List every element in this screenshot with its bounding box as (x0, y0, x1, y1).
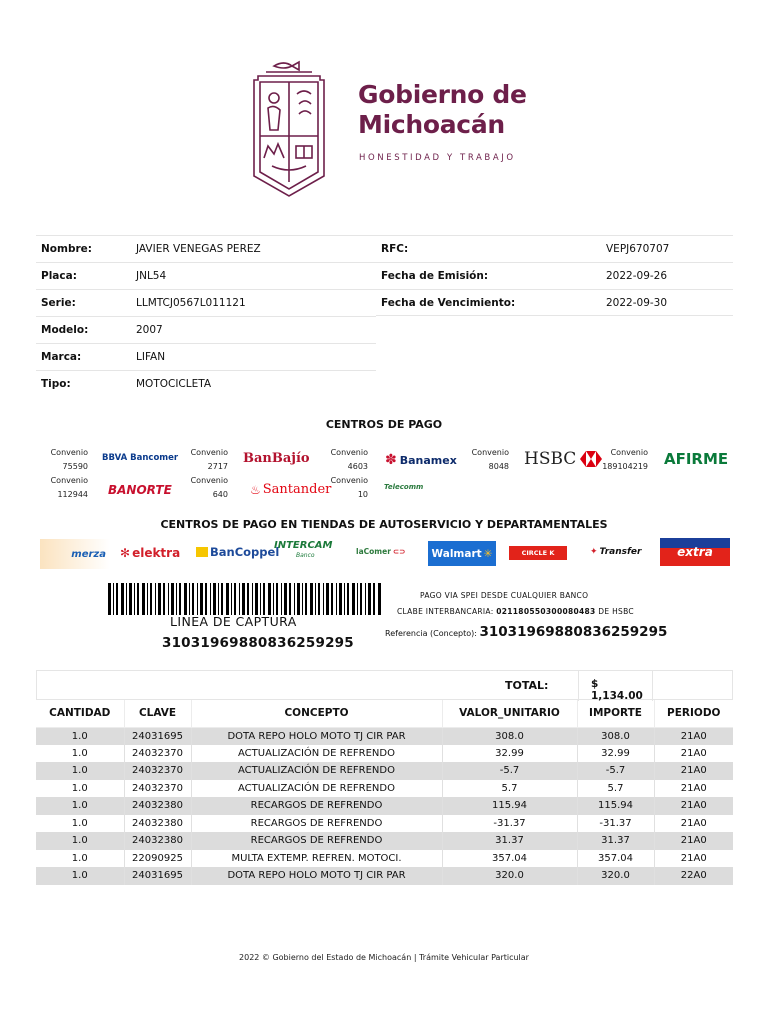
cell-cantidad: 1.0 (36, 867, 124, 885)
conceptos-table (36, 700, 733, 885)
table-row (36, 867, 733, 885)
info-row-emision (376, 262, 733, 289)
header-periodo: PERIODO (654, 700, 733, 727)
circle-k-logo-text: CIRCLE K (521, 549, 555, 557)
cell-clave: 24032370 (124, 780, 191, 798)
banbajio-logo-text: BanBajío (243, 451, 310, 466)
page-header (0, 0, 768, 220)
cell-clave: 24032370 (124, 745, 191, 763)
info-row-placa (36, 262, 376, 289)
referencia-line (385, 624, 667, 640)
tipo-value: MOTOCICLETA (136, 378, 212, 390)
total-value: $ 1,134.00 (591, 678, 643, 702)
afirme-logo-text: AFIRME (664, 450, 729, 468)
serie-label: Serie: (41, 297, 76, 309)
cell-importe: 32.99 (577, 745, 654, 763)
bancoppel-mark-icon (196, 547, 208, 557)
total-box (578, 671, 653, 701)
cell-concepto: DOTA REPO HOLO MOTO TJ CIR PAR (191, 867, 442, 885)
intercam-logo-text: INTERCAM (274, 540, 333, 551)
cell-clave: 24032380 (124, 797, 191, 815)
cell-cantidad: 1.0 (36, 832, 124, 850)
cell-valor-unitario: -5.7 (442, 762, 577, 780)
centros-de-pago-title: CENTROS DE PAGO (325, 418, 443, 431)
cell-concepto: RECARGOS DE REFRENDO (191, 815, 442, 833)
telecomm-logo-text: Telecomm (384, 483, 424, 491)
cell-importe: -5.7 (577, 762, 654, 780)
cell-concepto: ACTUALIZACIÓN DE REFRENDO (191, 762, 442, 780)
marca-value: LIFAN (136, 351, 166, 363)
banorte-logo (108, 483, 172, 497)
info-row-modelo (36, 316, 376, 343)
convenio-number: 75590 (62, 462, 88, 471)
cell-cantidad: 1.0 (36, 762, 124, 780)
table-row (36, 745, 733, 763)
header-clave: CLAVE (124, 700, 191, 727)
cell-valor-unitario: 308.0 (442, 727, 577, 745)
modelo-value: 2007 (136, 324, 163, 336)
cell-importe: 5.7 (577, 780, 654, 798)
bank8-convenio (316, 474, 368, 502)
cell-importe: 308.0 (577, 727, 654, 745)
bank1-convenio (40, 446, 88, 474)
table-header-row (36, 700, 733, 727)
transfer-logo (590, 547, 641, 557)
cell-valor-unitario: 31.37 (442, 832, 577, 850)
walmart-logo (428, 541, 496, 566)
bank4-convenio (457, 446, 509, 474)
referencia-value: 31031969880836259295 (479, 624, 668, 640)
convenio-label: Convenio (50, 476, 88, 485)
convenio-label: Convenio (330, 448, 368, 457)
cell-clave: 22090925 (124, 850, 191, 868)
convenio-label: Convenio (471, 448, 509, 457)
convenio-number: 10 (357, 490, 368, 499)
referencia-prefix: Referencia (Concepto): (385, 629, 477, 638)
rfc-label: RFC: (381, 243, 409, 255)
telecomm-logo (384, 483, 423, 491)
cell-clave: 24032370 (124, 762, 191, 780)
cell-periodo: 21A0 (654, 815, 733, 833)
cell-periodo: 21A0 (654, 727, 733, 745)
bbva-bancomer-logo (102, 453, 178, 463)
convenio-label: Convenio (330, 476, 368, 485)
cell-periodo: 21A0 (654, 745, 733, 763)
cell-importe: 320.0 (577, 867, 654, 885)
table-row (36, 850, 733, 868)
info-row-vencimiento (376, 289, 733, 316)
header-concepto: CONCEPTO (191, 700, 442, 727)
intercam-sub-text: Banco (296, 552, 315, 559)
hsbc-logo-text: HSBC (524, 449, 577, 469)
bank6-convenio (40, 474, 88, 502)
total-label: TOTAL: (505, 679, 549, 692)
extra-logo-text: extra (677, 545, 713, 559)
cell-concepto: DOTA REPO HOLO MOTO TJ CIR PAR (191, 727, 442, 745)
info-row-serie (36, 289, 376, 316)
serie-value: LLMTCJ0567L011121 (136, 297, 246, 309)
bank2-convenio (176, 446, 228, 474)
emision-label: Fecha de Emisión: (381, 270, 489, 282)
bank3-convenio (316, 446, 368, 474)
cell-periodo: 21A0 (654, 850, 733, 868)
transfer-logo-text: Transfer (599, 547, 642, 557)
page-footer: 2022 © Gobierno del Estado de Michoacán | Trámite Vehicular Particular (239, 953, 529, 962)
merza-logo (40, 539, 110, 569)
title-line-2: Michoacán (358, 110, 505, 139)
walmart-spark-icon: ✳ (483, 547, 493, 560)
nombre-value: JAVIER VENEGAS PEREZ (136, 243, 261, 255)
convenio-label: Convenio (190, 448, 228, 457)
cell-importe: 357.04 (577, 850, 654, 868)
cell-valor-unitario: -31.37 (442, 815, 577, 833)
bancoppel-logo (196, 545, 279, 559)
cell-cantidad: 1.0 (36, 780, 124, 798)
convenio-number: 8048 (488, 462, 509, 471)
cell-concepto: ACTUALIZACIÓN DE REFRENDO (191, 780, 442, 798)
merza-logo-text: merza (71, 548, 106, 560)
tiendas-title: CENTROS DE PAGO EN TIENDAS DE AUTOSERVICIO Y DEPARTAMENTALES (160, 518, 608, 531)
rfc-value: VEPJ670707 (606, 243, 670, 255)
government-slogan: HONESTIDAD Y TRABAJO (359, 153, 516, 163)
elektra-logo (120, 546, 180, 560)
table-row (36, 797, 733, 815)
convenio-label: Convenio (50, 448, 88, 457)
linea-captura-number: 31031969880836259295 (162, 635, 354, 651)
tipo-label: Tipo: (41, 378, 71, 390)
walmart-logo-text: Walmart (431, 547, 482, 560)
cell-cantidad: 1.0 (36, 745, 124, 763)
hsbc-hexagon-icon (580, 451, 602, 467)
header-importe: IMPORTE (577, 700, 654, 727)
cell-periodo: 21A0 (654, 832, 733, 850)
convenio-label: Convenio (190, 476, 228, 485)
circle-k-logo (509, 546, 567, 560)
nombre-label: Nombre: (41, 243, 92, 255)
cell-valor-unitario: 5.7 (442, 780, 577, 798)
lacomer-logo-text: laComer (356, 547, 391, 556)
santander-logo-text: Santander (262, 482, 332, 497)
government-title (358, 80, 527, 140)
cell-valor-unitario: 320.0 (442, 867, 577, 885)
cell-clave: 24032380 (124, 815, 191, 833)
elektra-logo-text: elektra (132, 546, 181, 560)
banamex-logo-text: Banamex (399, 453, 457, 467)
cell-cantidad: 1.0 (36, 797, 124, 815)
vencimiento-label: Fecha de Vencimiento: (381, 296, 516, 309)
cell-importe: 115.94 (577, 797, 654, 815)
banamex-mark-icon: ✽ (385, 452, 397, 468)
convenio-label: Convenio (610, 448, 648, 457)
lacomer-logo (356, 547, 405, 556)
cell-clave: 24032380 (124, 832, 191, 850)
cell-concepto: ACTUALIZACIÓN DE REFRENDO (191, 745, 442, 763)
banorte-logo-text: BANORTE (108, 483, 172, 497)
spei-text: PAGO VIA SPEI DESDE CUALQUIER BANCO (420, 591, 589, 600)
header-cantidad: CANTIDAD (36, 700, 124, 727)
marca-label: Marca: (41, 351, 82, 363)
cell-cantidad: 1.0 (36, 850, 124, 868)
afirme-logo (664, 450, 728, 468)
info-row-rfc (376, 235, 733, 262)
header-valor-unitario: VALOR_UNITARIO (442, 700, 577, 727)
table-row (36, 727, 733, 745)
emision-value: 2022-09-26 (606, 270, 668, 282)
santander-flame-icon: ♨ (250, 482, 261, 497)
cell-cantidad: 1.0 (36, 727, 124, 745)
cell-periodo: 21A0 (654, 780, 733, 798)
bancoppel-logo-text: BanCoppel (210, 545, 280, 559)
bank5-convenio (600, 446, 648, 474)
cell-concepto: RECARGOS DE REFRENDO (191, 832, 442, 850)
convenio-number: 112944 (57, 490, 88, 499)
cell-periodo: 21A0 (654, 762, 733, 780)
convenio-number: 640 (212, 490, 228, 499)
cell-valor-unitario: 115.94 (442, 797, 577, 815)
clabe-line (397, 607, 634, 616)
modelo-label: Modelo: (41, 324, 89, 336)
table-row (36, 815, 733, 833)
extra-logo (660, 538, 730, 566)
clabe-prefix: CLABE INTERBANCARIA: (397, 607, 494, 616)
convenio-number: 2717 (207, 462, 228, 471)
table-row (36, 832, 733, 850)
total-row (36, 670, 733, 700)
clabe-value: 021180550300080483 (496, 607, 596, 616)
hsbc-logo (524, 449, 602, 469)
bank7-convenio (176, 474, 228, 502)
barcode-icon (108, 583, 382, 615)
intercam-logo (274, 541, 332, 561)
linea-captura-label: LINEA DE CAPTURA (170, 614, 297, 629)
banamex-logo (385, 452, 457, 468)
lacomer-mark-icon: ⊂⊃ (392, 547, 406, 556)
vencimiento-value: 2022-09-30 (606, 296, 668, 309)
convenio-number: 189104219 (602, 462, 648, 471)
placa-label: Placa: (41, 270, 77, 282)
state-crest-icon (244, 58, 334, 198)
cell-concepto: MULTA EXTEMP. REFREN. MOTOCI. (191, 850, 442, 868)
cell-importe: 31.37 (577, 832, 654, 850)
cell-cantidad: 1.0 (36, 815, 124, 833)
info-row-nombre (36, 235, 376, 262)
cell-concepto: RECARGOS DE REFRENDO (191, 797, 442, 815)
placa-value: JNL54 (136, 270, 167, 282)
cell-valor-unitario: 32.99 (442, 745, 577, 763)
cell-valor-unitario: 357.04 (442, 850, 577, 868)
banbajio-logo (243, 451, 310, 466)
title-line-1: Gobierno de (358, 80, 527, 109)
cell-periodo: 22A0 (654, 867, 733, 885)
elektra-star-icon: ✻ (120, 546, 131, 560)
transfer-star-icon: ✦ (590, 547, 598, 557)
clabe-suffix: DE HSBC (598, 607, 634, 616)
info-row-tipo (36, 370, 376, 397)
cell-periodo: 21A0 (654, 797, 733, 815)
table-row (36, 780, 733, 798)
cell-clave: 24031695 (124, 727, 191, 745)
info-row-marca (36, 343, 376, 370)
table-row (36, 762, 733, 780)
cell-clave: 24031695 (124, 867, 191, 885)
cell-importe: -31.37 (577, 815, 654, 833)
bbva-logo-text: BBVA Bancomer (102, 453, 179, 463)
convenio-number: 4603 (347, 462, 368, 471)
